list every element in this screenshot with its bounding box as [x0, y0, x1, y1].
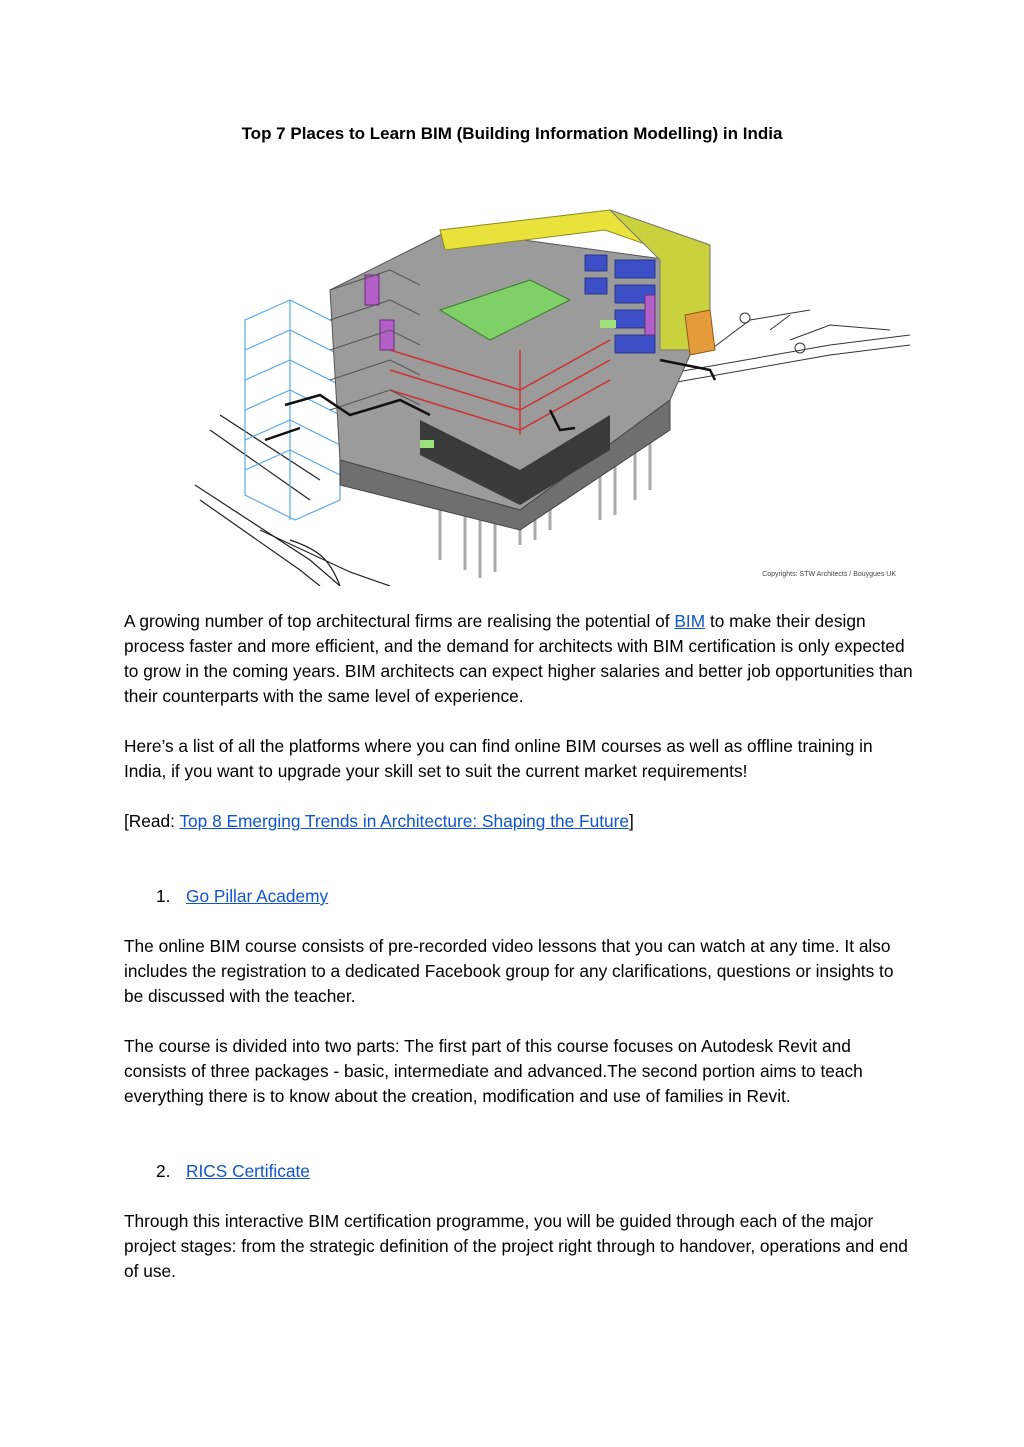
intro-paragraph	[124, 609, 914, 709]
list-intro-paragraph: Here’s a list of all the platforms where you can find online BIM courses as well as offline training in India, if you want to upgrade your skill set to suit the current market requirements!	[124, 736, 873, 781]
intro-text: A growing number of top architectural firms are realising the potential of	[124, 611, 675, 631]
item-1-paragraph-1: The online BIM course consists of pre-recorded video lessons that you can watch at any time. It also includes the registration to a dedicated Facebook group for any clarifications, questions or insights to be discussed with the teacher.	[124, 936, 894, 1006]
go-pillar-academy-link[interactable]: Go Pillar Academy	[186, 886, 329, 906]
emerging-trends-link[interactable]: Top 8 Emerging Trends in Architecture: Shaping the Future	[179, 811, 629, 831]
list-number: 2.	[156, 1161, 171, 1181]
bim-building-illustration	[190, 200, 910, 586]
page-title: Top 7 Places to Learn BIM (Building Information Modelling) in India	[241, 124, 783, 143]
rics-certificate-link[interactable]: RICS Certificate	[186, 1161, 310, 1181]
list-item-2	[156, 1159, 310, 1184]
bim-link[interactable]: BIM	[674, 611, 706, 631]
intro-text-continued: to make their design process faster and more efficient, and the demand for architects with BIM certification is only expected to grow in the coming years. BIM architects can expect higher salaries and better job opportunities than their counterparts with the same level of experience.	[124, 611, 913, 706]
read-more-line	[124, 809, 914, 834]
read-more-suffix: ]	[628, 811, 634, 831]
list-item-1	[156, 884, 328, 909]
image-credit: Copyrights: STW Architects / Bouygues UK	[762, 571, 896, 578]
item-1-paragraph-2: The course is divided into two parts: The first part of this course focuses on Autodesk Revit and consists of three packages - basic, intermediate and advanced.The second portion aims to teach everything there is to know about the creation, modification and use of families in Revit.	[124, 1036, 863, 1106]
list-number: 1.	[156, 886, 171, 906]
read-more-prefix: [Read:	[124, 811, 180, 831]
item-2-paragraph-1: Through this interactive BIM certification programme, you will be guided through each of the major project stages: from the strategic definition of the project right through to handover, operations and end of use.	[124, 1211, 908, 1281]
